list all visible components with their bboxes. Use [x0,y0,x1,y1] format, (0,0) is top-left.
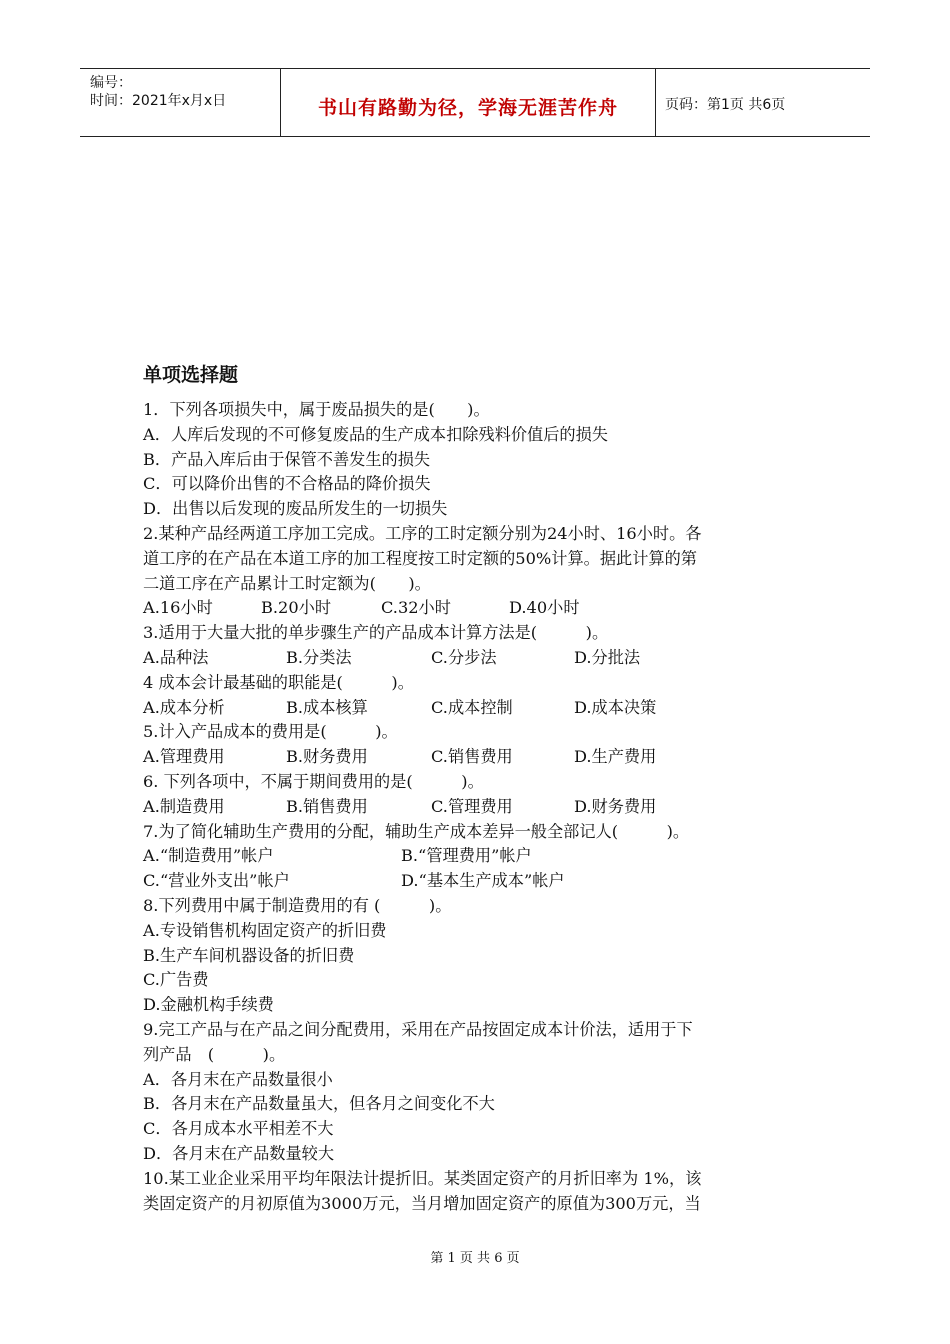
option-row [143,497,815,522]
option-item: D.生产费用 [574,747,657,767]
option-item: C.32小时 [381,598,451,618]
option-item: A.制造费用 [143,796,225,816]
option-item: D.“基本生产成本”帐户 [401,871,565,891]
option-row [143,944,815,969]
option-item: C．可以降价出售的不合格品的降价损失 [143,474,431,494]
option-item: A.品种法 [143,647,209,667]
question-stem-line: 10.某工业企业采用平均年限法计提折旧。某类固定资产的月折旧率为 1%，该 [143,1168,702,1188]
header-motto-cell [280,69,656,136]
option-item: C.广告费 [143,970,209,990]
document-header [80,68,870,137]
question-stem-line: 列产品 ( )。 [143,1044,286,1064]
option-row [143,1117,815,1142]
option-row [143,596,815,621]
question-stem-line: 二道工序在产品累计工时定额为( )。 [143,573,431,593]
option-row [143,448,815,473]
option-item: A．各月末在产品数量很小 [143,1069,333,1089]
option-row [143,795,815,820]
question-stem-line: 7.为了简化辅助生产费用的分配，辅助生产成本差异一般全部记人( )。 [143,821,690,841]
option-row [143,745,815,770]
option-item: A.“制造费用”帐户 [143,846,274,866]
option-row [143,472,815,497]
option-row [143,968,815,993]
header-page-cell [655,69,870,136]
question-stem-line: 2.某种产品经两道工序加工完成。工序的工时定额分别为24小时、16小时。各 [143,523,702,543]
option-item: B.销售费用 [286,796,368,816]
option-row [143,844,815,869]
option-item: B.成本核算 [286,697,368,717]
page-label: 页码：第1页 共6页 [665,97,786,113]
section-title: 单项选择题 [143,364,239,386]
option-item: B.20小时 [261,598,332,618]
question-stem-line: 1．下列各项损失中，属于废品损失的是( )。 [143,400,490,419]
option-row [143,1092,815,1117]
option-row [143,1068,815,1093]
option-item: C.销售费用 [431,747,513,767]
question-stem-line: 5.计入产品成本的费用是( )。 [143,722,398,742]
option-item: D．出售以后发现的废品所发生的一切损失 [143,499,448,519]
option-item: B.财务费用 [286,747,368,767]
question-stem-line: 3.适用于大量大批的单步骤生产的产品成本计算方法是( )。 [143,623,609,643]
option-item: D．各月末在产品数量较大 [143,1143,335,1163]
option-row [143,869,815,894]
option-item: C．各月成本水平相差不大 [143,1119,334,1139]
page-footer: 第 1 页 共 6 页 [430,1251,520,1266]
option-item: B.分类法 [286,647,352,667]
option-item: B.生产车间机器设备的折旧费 [143,945,355,965]
number-label: 编号： [90,75,132,91]
option-item: B．产品入库后由于保管不善发生的损失 [143,449,431,469]
question-list [143,398,815,1216]
question-stem-line: 9.完工产品与在产品之间分配费用，采用在产品按固定成本计价法，适用于下 [143,1019,693,1039]
option-item: D.40小时 [509,598,580,618]
question-stem-line: 道工序的在产品在本道工序的加工程度按工时定额的50%计算。据此计算的第 [143,548,697,568]
option-item: D.金融机构手续费 [143,995,274,1015]
option-item: A.成本分析 [143,697,225,717]
question-stem-line: 类固定资产的月初原值为3000万元，当月增加固定资产的原值为300万元，当 [143,1193,701,1213]
option-row [143,993,815,1018]
option-item: D.成本决策 [574,697,657,717]
option-item: D.分批法 [574,647,641,667]
option-item: A.专设销售机构固定资产的折旧费 [143,920,387,940]
option-row [143,646,815,671]
option-item: B．各月末在产品数量虽大，但各月之间变化不大 [143,1094,495,1114]
option-item: A.16小时 [143,598,213,618]
option-item: C.分步法 [431,647,497,667]
option-row [143,919,815,944]
option-item: D.财务费用 [574,796,657,816]
header-meta-cell [80,69,280,136]
option-item: C.“营业外支出”帐户 [143,871,290,891]
option-item: C.管理费用 [431,796,513,816]
motto: 书山有路勤为径，学海无涯苦作舟 [317,97,618,119]
option-row [143,1142,815,1167]
option-row [143,696,815,721]
option-item: B.“管理费用”帐户 [401,846,532,866]
option-item: A．人库后发现的不可修复废品的生产成本扣除残料价值后的损失 [143,424,608,444]
date-label: 时间：2021年x月x日 [90,93,227,109]
question-stem-line: 6. 下列各项中，不属于期间费用的是( )。 [143,771,484,791]
option-row [143,423,815,448]
option-item: A.管理费用 [143,747,225,767]
option-item: C.成本控制 [431,697,513,717]
question-stem-line: 8.下列费用中属于制造费用的有 ( )。 [143,895,452,915]
question-stem-line: 4 成本会计最基础的职能是( )。 [143,672,414,692]
